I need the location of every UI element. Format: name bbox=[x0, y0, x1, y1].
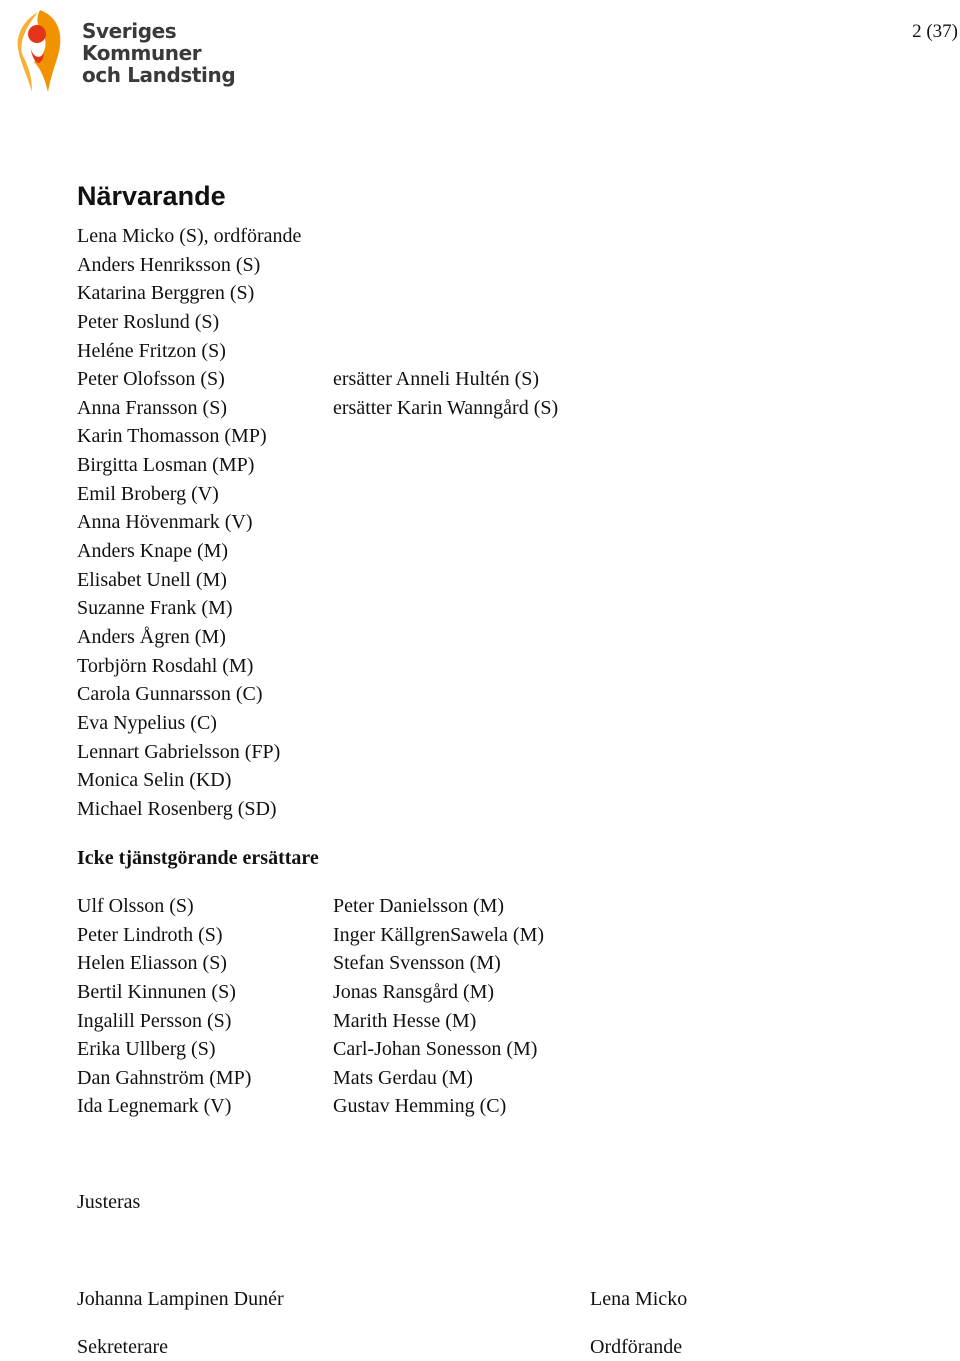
member-row bbox=[77, 222, 301, 251]
member-name: Emil Broberg (V) bbox=[77, 482, 219, 505]
member-row bbox=[77, 337, 301, 366]
substitute-name: Inger KällgrenSawela (M) bbox=[333, 923, 545, 946]
member-name: Anders Knape (M) bbox=[77, 540, 229, 563]
member-row bbox=[77, 594, 301, 623]
substitute-name: Jonas Ransgård (M) bbox=[333, 980, 495, 1003]
member-row bbox=[77, 480, 301, 509]
member-row bbox=[77, 566, 301, 595]
organization-logo bbox=[4, 6, 236, 96]
substitute-name: Marith Hesse (M) bbox=[333, 1009, 477, 1032]
member-row bbox=[77, 537, 301, 566]
page-number: 2 (37) bbox=[912, 21, 958, 42]
secretary-title: Sekreterare bbox=[77, 1336, 169, 1358]
present-members-list bbox=[77, 222, 559, 823]
logo-line-1: Sveriges bbox=[82, 19, 177, 43]
member-row bbox=[77, 365, 540, 394]
member-row bbox=[77, 394, 559, 423]
member-row bbox=[77, 709, 301, 738]
member-name: Elisabet Unell (M) bbox=[77, 568, 227, 591]
member-row bbox=[77, 738, 301, 767]
member-row bbox=[77, 623, 301, 652]
chair-name: Lena Micko bbox=[590, 1288, 688, 1310]
member-name: Birgitta Losman (MP) bbox=[77, 454, 255, 477]
present-heading: Närvarande bbox=[77, 181, 226, 211]
member-row bbox=[77, 795, 301, 824]
member-name: Katarina Berggren (S) bbox=[77, 282, 255, 305]
member-row bbox=[77, 680, 301, 709]
member-name: Monica Selin (KD) bbox=[77, 769, 232, 792]
member-replacement-note: ersätter Anneli Hultén (S) bbox=[333, 368, 540, 391]
member-name: Heléne Fritzon (S) bbox=[77, 339, 226, 362]
member-row bbox=[77, 652, 301, 681]
member-row bbox=[77, 451, 301, 480]
member-row bbox=[77, 279, 301, 308]
member-row bbox=[77, 308, 301, 337]
member-name: Eva Nypelius (C) bbox=[77, 711, 217, 734]
substitute-name: Erika Ullberg (S) bbox=[77, 1038, 216, 1061]
member-row bbox=[77, 422, 301, 451]
substitute-name: Stefan Svensson (M) bbox=[333, 952, 501, 975]
member-row bbox=[77, 508, 301, 537]
justeras-label: Justeras bbox=[77, 1191, 141, 1213]
member-name: Carola Gunnarsson (C) bbox=[77, 683, 263, 706]
member-replacement-note: ersätter Karin Wanngård (S) bbox=[333, 396, 559, 419]
member-name: Lena Micko (S), ordförande bbox=[77, 225, 302, 247]
substitute-name: Peter Danielsson (M) bbox=[333, 895, 505, 917]
member-name: Suzanne Frank (M) bbox=[77, 597, 233, 620]
member-name: Anna Fransson (S) bbox=[77, 396, 227, 419]
substitute-name: Helen Eliasson (S) bbox=[77, 952, 227, 975]
substitute-name: Ingalill Persson (S) bbox=[77, 1009, 232, 1032]
member-name: Peter Olofsson (S) bbox=[77, 368, 225, 391]
logo-wordmark bbox=[82, 20, 235, 86]
substitute-name: Bertil Kinnunen (S) bbox=[77, 980, 236, 1003]
substitute-name: Gustav Hemming (C) bbox=[333, 1095, 507, 1118]
member-name: Anders Henriksson (S) bbox=[77, 253, 261, 276]
member-row bbox=[77, 766, 301, 795]
member-name: Anna Hövenmark (V) bbox=[77, 511, 253, 534]
chair-title: Ordförande bbox=[590, 1336, 683, 1358]
substitute-name: Carl-Johan Sonesson (M) bbox=[333, 1038, 538, 1061]
member-name: Lennart Gabrielsson (FP) bbox=[77, 740, 281, 763]
substitute-name: Ida Legnemark (V) bbox=[77, 1095, 232, 1118]
member-row bbox=[77, 251, 301, 280]
substitutes-heading: Icke tjänstgörande ersättare bbox=[77, 847, 319, 869]
member-name: Karin Thomasson (MP) bbox=[77, 425, 267, 448]
substitute-name: Peter Lindroth (S) bbox=[77, 923, 223, 946]
logo-emblem-icon bbox=[4, 6, 76, 94]
logo-line-2: Kommuner bbox=[82, 41, 202, 65]
member-name: Torbjörn Rosdahl (M) bbox=[77, 654, 254, 677]
substitutes-list-right bbox=[333, 892, 544, 1121]
substitute-name: Ulf Olsson (S) bbox=[77, 895, 194, 917]
secretary-name: Johanna Lampinen Dunér bbox=[77, 1288, 284, 1310]
member-name: Michael Rosenberg (SD) bbox=[77, 797, 277, 820]
substitute-name: Dan Gahnström (MP) bbox=[77, 1066, 252, 1089]
logo-line-3: och Landsting bbox=[82, 63, 236, 87]
substitutes-list-left bbox=[77, 892, 251, 1121]
substitute-name: Mats Gerdau (M) bbox=[333, 1066, 473, 1089]
member-name: Anders Ågren (M) bbox=[77, 625, 226, 648]
member-name: Peter Roslund (S) bbox=[77, 310, 220, 333]
